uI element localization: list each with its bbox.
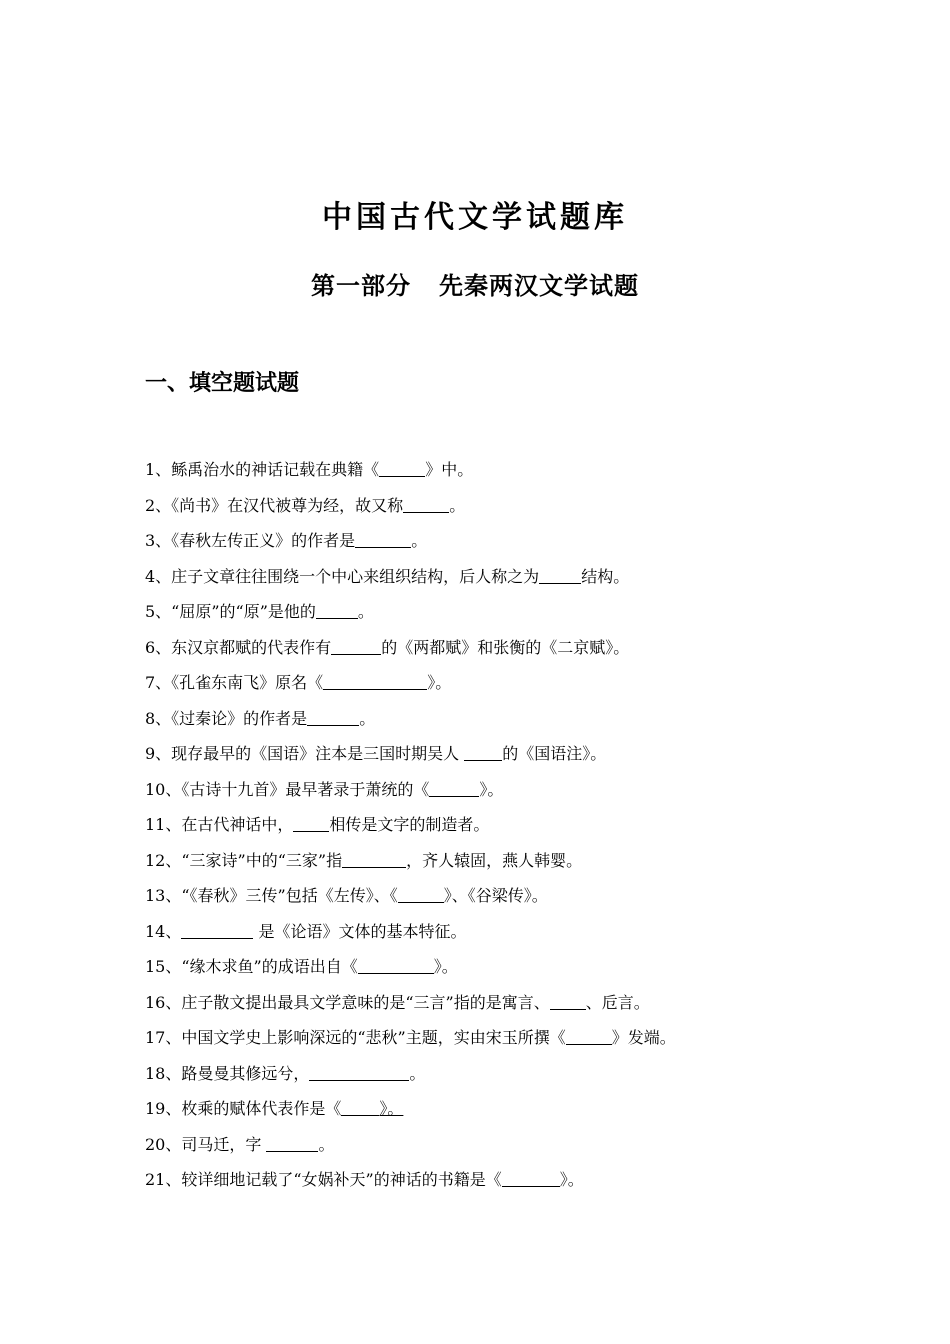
question-text-end: 。 [411, 531, 428, 550]
question-item [145, 559, 845, 595]
question-item [145, 1127, 845, 1163]
question-text: 8、《过秦论》的作者是 [145, 708, 308, 728]
question-item [145, 1162, 845, 1198]
answer-blank [566, 1027, 612, 1045]
question-list [145, 452, 845, 1198]
question-text-end: 》。 [379, 1099, 404, 1118]
question-text: 2、《尚书》在汉代被尊为经，故又称 [145, 495, 404, 515]
question-text-end: 。 [357, 602, 374, 621]
question-text-end: 》发端。 [611, 1028, 676, 1047]
question-text: 14、 [145, 921, 182, 941]
answer-blank [429, 779, 479, 797]
question-item [145, 1020, 845, 1056]
question-text-end: 》中。 [425, 460, 474, 479]
question-text-end: 》。 [479, 779, 504, 799]
question-text: 13、“《春秋》三传”包括《左传》、《 [145, 886, 398, 905]
section-heading: 一、填空题试题 [145, 371, 300, 396]
question-item [145, 1091, 845, 1127]
question-text-end: 》。 [427, 673, 452, 692]
question-item [145, 985, 845, 1021]
question-text: 17、中国文学史上影响深远的“悲秋”主题，实由宋玉所撰《 [145, 1028, 566, 1047]
question-text-end: 。 [359, 708, 376, 728]
question-item [145, 878, 845, 914]
question-text-end: 是《论语》文体的基本特征。 [253, 921, 467, 941]
question-item [145, 807, 845, 843]
question-text-end: 。 [449, 495, 466, 515]
question-text-end: 结构。 [581, 566, 630, 586]
question-item [145, 452, 845, 488]
question-text-end: ，齐人辕固，燕人韩婴。 [406, 850, 583, 870]
answer-blank [358, 956, 434, 974]
answer-blank [331, 637, 381, 655]
answer-blank [550, 992, 586, 1010]
question-item [145, 914, 845, 950]
question-text: 7、《孔雀东南飞》原名《 [145, 673, 324, 692]
question-text-end: 的《国语注》。 [502, 744, 607, 763]
question-text: 9、现存最早的《国语》注本是三国时期吴人 [145, 744, 465, 763]
question-item [145, 594, 845, 630]
question-item [145, 736, 845, 772]
answer-blank [341, 1098, 379, 1116]
answer-blank [539, 566, 581, 584]
question-text: 19、枚乘的赋体代表作是《 [145, 1099, 342, 1118]
answer-blank [464, 743, 502, 761]
question-item [145, 630, 845, 666]
question-item [145, 665, 845, 701]
question-text: 6、东汉京都赋的代表作有 [145, 637, 332, 657]
question-text-end: 。 [409, 1063, 426, 1083]
answer-blank [379, 459, 425, 477]
question-item [145, 843, 845, 879]
answer-blank [502, 1169, 560, 1187]
answer-blank [309, 1063, 409, 1081]
question-item [145, 1056, 845, 1092]
question-text-end: 》。 [433, 957, 458, 976]
answer-blank [342, 850, 406, 868]
question-text: 21、较详细地记载了“女娲补天”的神话的书籍是《 [145, 1170, 502, 1189]
question-item [145, 701, 845, 737]
document-subtitle: 第一部分 先秦两汉文学试题 [310, 271, 640, 300]
question-text: 18、路曼曼其修远兮， [145, 1063, 310, 1083]
question-text: 11、在古代神话中， [145, 815, 294, 834]
question-item [145, 523, 845, 559]
answer-blank [293, 814, 329, 832]
answer-blank [266, 1134, 318, 1152]
answer-blank [355, 530, 411, 548]
question-text: 16、庄子散文提出最具文学意味的是“三言”指的是寓言、 [145, 992, 550, 1012]
answer-blank [403, 495, 449, 513]
question-text-end: 、卮言。 [585, 992, 650, 1012]
question-text: 20、司马迁，字 [145, 1134, 267, 1154]
question-text: 4、庄子文章往往围绕一个中心来组织结构，后人称之为 [145, 566, 540, 586]
question-item [145, 949, 845, 985]
question-text-end: 的《两都赋》和张衡的《二京赋》。 [381, 637, 630, 657]
answer-blank [307, 708, 359, 726]
question-item [145, 488, 845, 524]
answer-blank [323, 672, 427, 690]
question-text-end: 》、《谷梁传》。 [443, 886, 548, 905]
question-text: 15、“缘木求鱼”的成语出自《 [145, 957, 358, 976]
question-text-end: 。 [318, 1134, 335, 1154]
answer-blank [398, 885, 444, 903]
question-text: 1、鲧禹治水的神话记载在典籍《 [145, 460, 380, 479]
question-text: 10、《古诗十九首》最早著录于萧统的《 [145, 779, 430, 799]
question-text: 5、“屈原”的“原”是他的 [145, 602, 316, 621]
document-title: 中国古代文学试题库 [322, 200, 628, 235]
question-text-end: 相传是文字的制造者。 [329, 815, 490, 834]
question-item [145, 772, 845, 808]
answer-blank [181, 921, 253, 939]
answer-blank [316, 601, 358, 619]
question-text-end: 》。 [559, 1170, 584, 1189]
question-text: 3、《春秋左传正义》的作者是 [145, 531, 356, 550]
question-text: 12、“三家诗”中的“三家”指 [145, 850, 343, 870]
